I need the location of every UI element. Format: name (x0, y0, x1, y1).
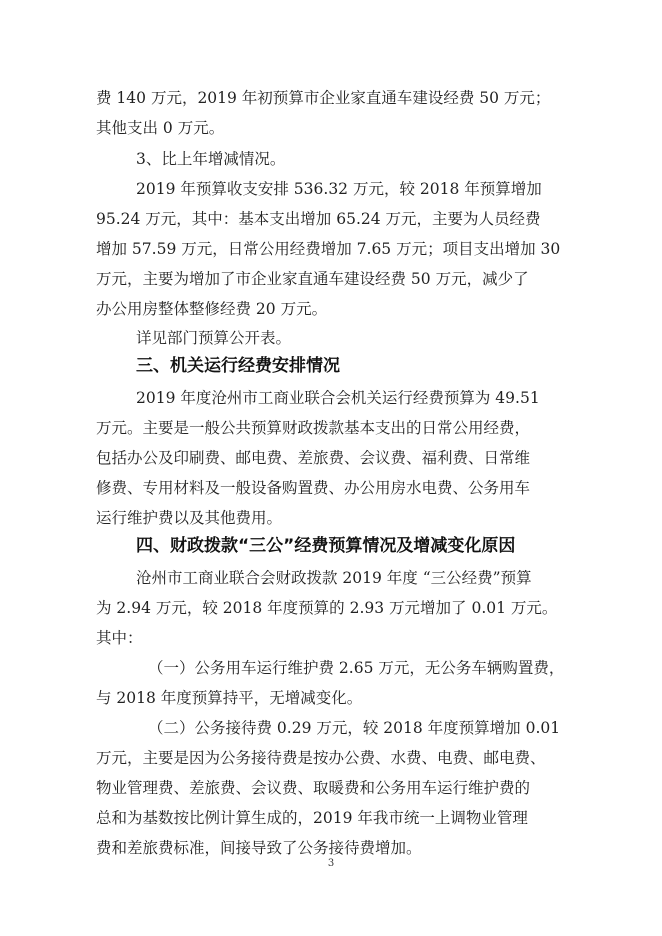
body-text-line: 增加 57.59 万元，日常公用经费增加 7.65 万元；项目支出增加 30 (96, 240, 561, 258)
body-text-line: 万元，主要是因为公务接待费是按办公费、水费、电费、邮电费、 (96, 749, 546, 767)
body-text-line: 为 2.94 万元，较 2018 年度预算的 2.93 万元增加了 0.01 万元。 (96, 599, 558, 617)
body-text-line: 物业管理费、差旅费、会议费、取暖费和公务用车运行维护费的 (96, 779, 531, 797)
section-heading: 三、机关运行经费安排情况 (136, 356, 340, 376)
section-heading: 四、财政拨款“三公”经费预算情况及增减变化原因 (136, 536, 516, 556)
body-text-line: 费 140 万元，2019 年初预算市企业家直通车建设经费 50 万元； (96, 89, 551, 107)
body-text-line: 包括办公及印刷费、邮电费、差旅费、会议费、福利费、日常维 (96, 449, 531, 467)
body-text-line: 费和差旅费标准，间接导致了公务接待费增加。 (96, 839, 422, 857)
body-text-line: 修费、专用材料及一般设备购置费、办公用房水电费、公务用车 (96, 479, 531, 497)
page-number: 3 (327, 858, 335, 869)
body-text-line: 总和为基数按比例计算生成的，2019 年我市统一上调物业管理 (96, 809, 528, 827)
body-text-line: 95.24 万元，其中：基本支出增加 65.24 万元，主要为人员经费 (96, 210, 541, 228)
body-text-line: 其他支出 0 万元。 (96, 119, 225, 137)
body-text-line: 办公用房整体整修经费 20 万元。 (96, 300, 328, 318)
body-text-line: （二）公务接待费 0.29 万元，较 2018 年度预算增加 0.01 (148, 719, 561, 737)
subsection-heading: 3、比上年增减情况。 (136, 150, 286, 168)
body-text-line: 与 2018 年度预算持平，无增减变化。 (96, 689, 363, 707)
body-text-line: 2019 年度沧州市工商业联合会机关运行经费预算为 49.51 (136, 389, 540, 407)
body-text-line: 2019 年预算收支安排 536.32 万元，较 2018 年预算增加 (136, 180, 542, 198)
body-text-line: 其中： (96, 629, 143, 647)
body-text-line: 万元。主要是一般公共预算财政拨款基本支出的日常公用经费， (96, 419, 531, 437)
body-text-line: 运行维护费以及其他费用。 (96, 509, 283, 527)
body-text-line: （一）公务用车运行维护费 2.65 万元，无公务车辆购置费， (148, 659, 565, 677)
body-text-line: 沧州市工商业联合会财政拨款 2019 年度 “三公经费”预算 (136, 569, 532, 587)
body-text-line: 万元，主要为增加了市企业家直通车建设经费 50 万元，减少了 (96, 270, 529, 288)
body-text-line: 详见部门预算公开表。 (136, 329, 292, 347)
